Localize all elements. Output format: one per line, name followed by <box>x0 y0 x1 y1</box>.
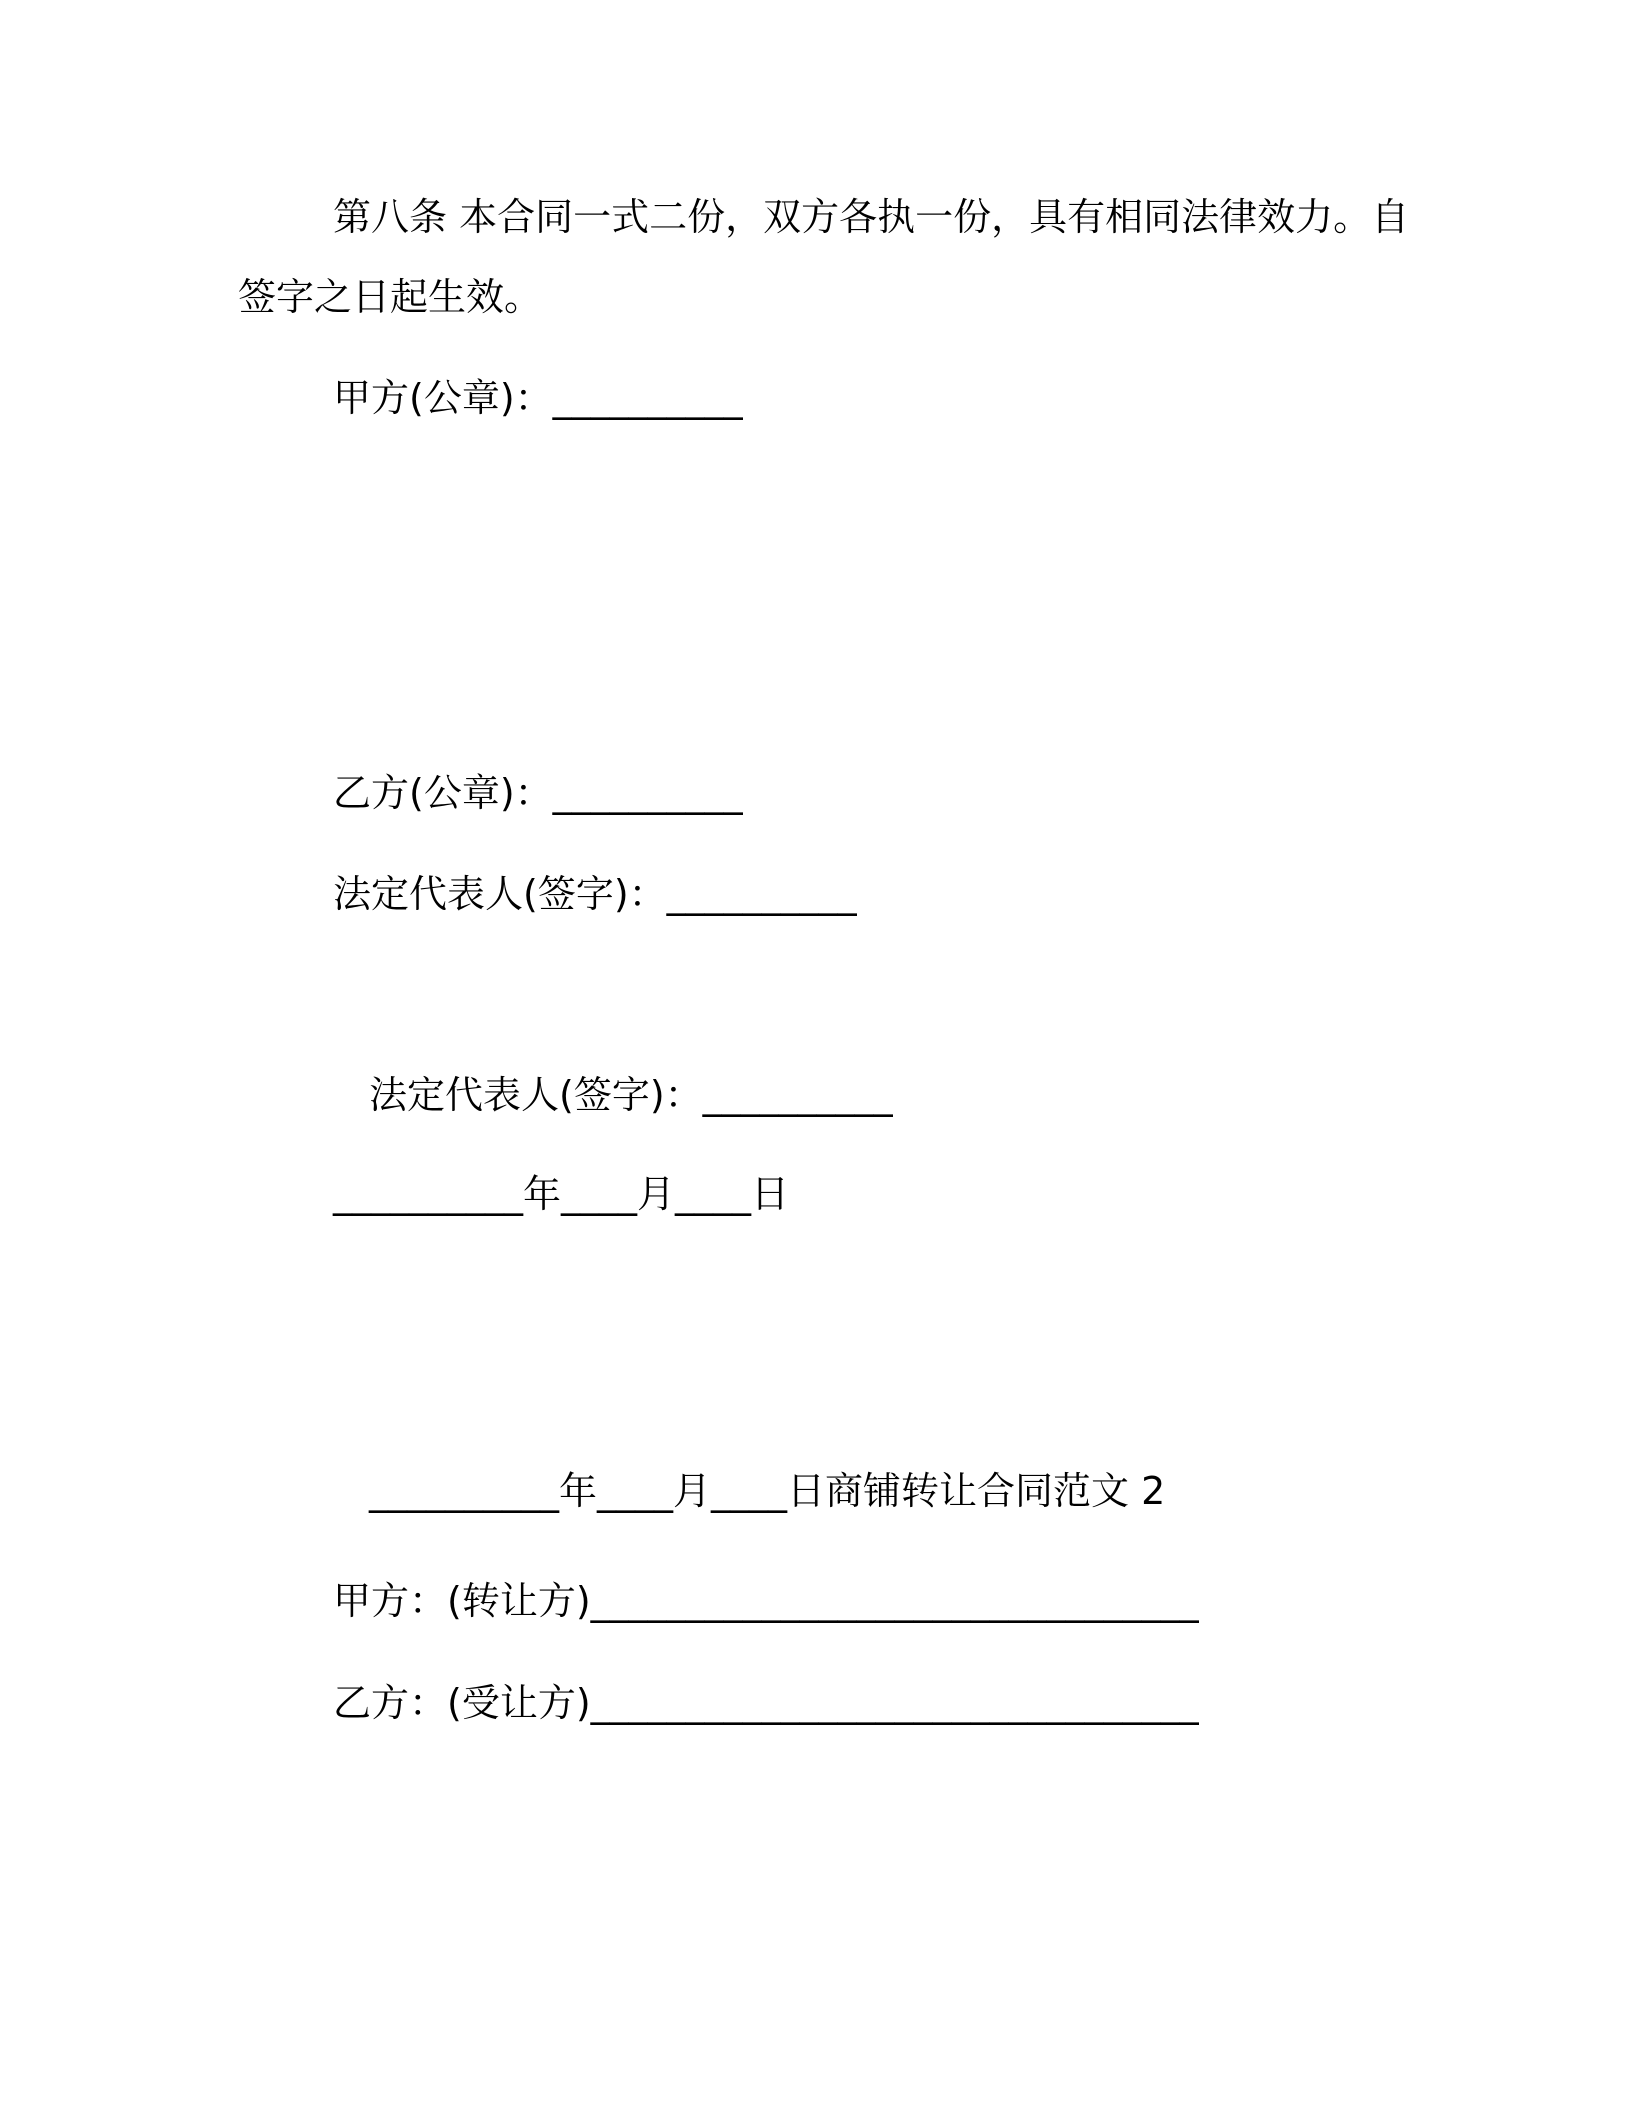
legal-representative-line-1: 法定代表人(签字)：__________ <box>333 872 857 916</box>
article-8-text-line-2: 签字之日起生效。 <box>238 275 543 319</box>
party-b-seal-line: 乙方(公章)：__________ <box>333 771 743 815</box>
party-a-seal-line: 甲方(公章)：__________ <box>333 376 743 420</box>
date-line: __________年____月____日 <box>333 1172 790 1216</box>
party-b-transferee-line: 乙方：(受让方)________________________________ <box>333 1681 1199 1725</box>
next-contract-heading: __________年____月____日商铺转让合同范文 2 <box>369 1469 1166 1513</box>
article-8-text-line-1: 第八条 本合同一式二份，双方各执一份，具有相同法律效力。自 <box>333 195 1410 239</box>
legal-representative-line-2: 法定代表人(签字)：__________ <box>369 1073 893 1117</box>
party-a-transferor-line: 甲方：(转让方)________________________________ <box>333 1579 1199 1623</box>
